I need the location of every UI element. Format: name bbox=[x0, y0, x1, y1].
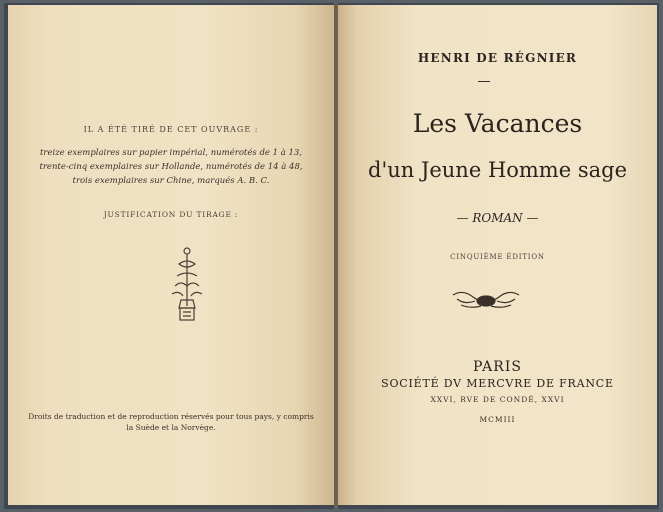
publisher-name: SOCIÉTÉ DV MERCVRE DE FRANCE bbox=[381, 377, 614, 390]
rights-notice: Droits de traduction et de reproduction réservés pour tous pays, y compris bbox=[28, 412, 314, 421]
publisher-address: XXVI, RVE DE CONDÉ, XXVI bbox=[430, 395, 565, 404]
ornament-icon bbox=[451, 287, 521, 311]
colophon-line: trois exemplaires sur Chine, marqués A. B. C. bbox=[72, 176, 270, 186]
book-title-line-2: d'un Jeune Homme sage bbox=[368, 158, 627, 182]
book-title-line-1: Les Vacances bbox=[412, 109, 583, 138]
divider bbox=[478, 81, 490, 82]
edition-label: CINQUIÈME ÉDITION bbox=[450, 253, 545, 261]
genre-label: — ROMAN — bbox=[456, 211, 539, 225]
colophon-line: treize exemplaires sur papier impérial, numérotés de 1 à 13, bbox=[39, 148, 303, 158]
author-name: HENRI DE RÉGNIER bbox=[417, 51, 578, 65]
publisher-mark-icon bbox=[167, 246, 207, 324]
colophon-title: IL A ÉTÉ TIRÉ DE CET OUVRAGE : bbox=[83, 125, 259, 134]
rights-notice: la Suède et la Norvège. bbox=[126, 423, 216, 432]
open-book bbox=[4, 3, 659, 509]
title-page bbox=[338, 5, 657, 505]
colophon-line: trente-cinq exemplaires sur Hollande, numérotés de 14 à 48, bbox=[39, 162, 303, 172]
justification-label: JUSTIFICATION DU TIRAGE : bbox=[103, 210, 239, 219]
publication-year: MCMIII bbox=[479, 415, 516, 424]
left-page bbox=[8, 5, 334, 505]
publication-city: PARIS bbox=[473, 359, 522, 375]
